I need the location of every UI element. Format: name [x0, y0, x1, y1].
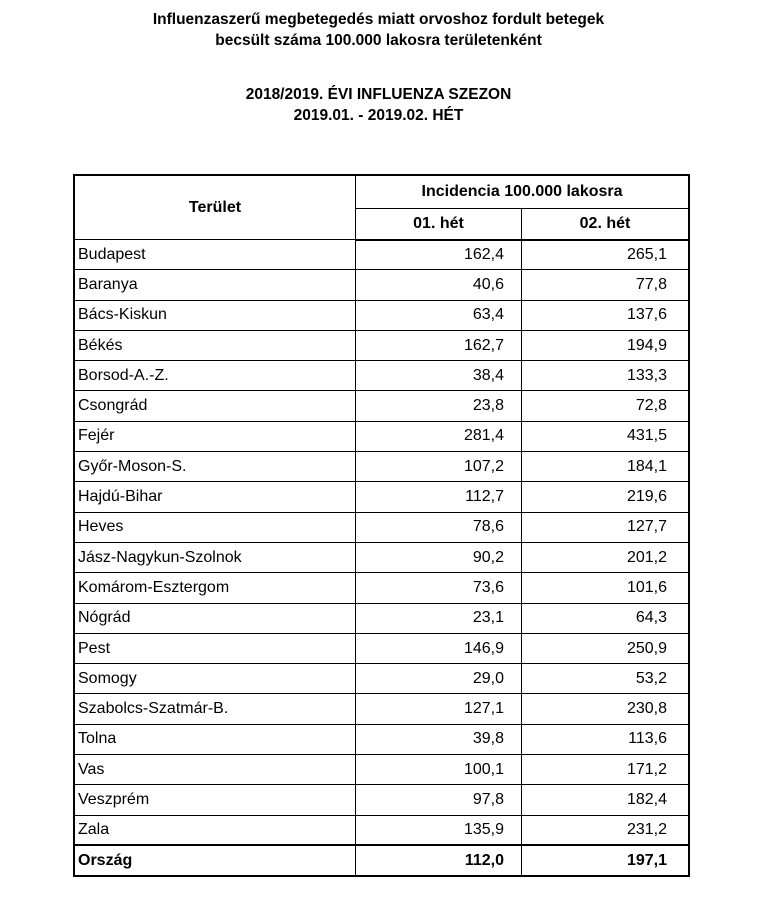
- total-week-1-value: 112,0: [356, 845, 522, 875]
- week-2-value: 230,8: [522, 694, 689, 724]
- table-row: [75, 452, 689, 482]
- week-1-value: 162,4: [356, 240, 522, 270]
- region-name: Nógrád: [75, 603, 356, 633]
- table-row: [75, 270, 689, 300]
- region-name: Komárom-Esztergom: [75, 573, 356, 603]
- week-2-value: 184,1: [522, 452, 689, 482]
- week-2-value: 194,9: [522, 330, 689, 360]
- region-name: Csongrád: [75, 391, 356, 421]
- region-name: Zala: [75, 815, 356, 845]
- week-2-value: 219,6: [522, 482, 689, 512]
- region-name: Békés: [75, 330, 356, 360]
- table-row: [75, 542, 689, 572]
- week-1-value: 63,4: [356, 300, 522, 330]
- region-name: Borsod-A.-Z.: [75, 361, 356, 391]
- table-row: [75, 512, 689, 542]
- week-2-value: 77,8: [522, 270, 689, 300]
- week-1-value: 281,4: [356, 421, 522, 451]
- header-week-1: 01. hét: [356, 209, 522, 240]
- week-2-value: 133,3: [522, 361, 689, 391]
- week-1-value: 90,2: [356, 542, 522, 572]
- table-row: [75, 391, 689, 421]
- region-name: Heves: [75, 512, 356, 542]
- table-row: [75, 330, 689, 360]
- week-1-value: 162,7: [356, 330, 522, 360]
- table-row: [75, 603, 689, 633]
- week-1-value: 127,1: [356, 694, 522, 724]
- table-row: [75, 240, 689, 270]
- week-2-value: 431,5: [522, 421, 689, 451]
- region-name: Baranya: [75, 270, 356, 300]
- table-body: [75, 240, 689, 876]
- week-1-value: 40,6: [356, 270, 522, 300]
- week-1-value: 107,2: [356, 452, 522, 482]
- report-title-line-2: becsült száma 100.000 lakosra területenként: [215, 32, 542, 49]
- region-name: Bács-Kiskun: [75, 300, 356, 330]
- week-1-value: 38,4: [356, 361, 522, 391]
- report-title-line-1: Influenzaszerű megbetegedés miatt orvoshoz fordult betegek: [152, 11, 605, 28]
- week-2-value: 137,6: [522, 300, 689, 330]
- week-2-value: 231,2: [522, 815, 689, 845]
- region-name: Jász-Nagykun-Szolnok: [75, 542, 356, 572]
- week-1-value: 73,6: [356, 573, 522, 603]
- week-1-value: 97,8: [356, 785, 522, 815]
- week-1-value: 146,9: [356, 633, 522, 663]
- week-2-value: 250,9: [522, 633, 689, 663]
- header-region: Terület: [75, 176, 356, 240]
- region-name: Tolna: [75, 724, 356, 754]
- week-1-value: 78,6: [356, 512, 522, 542]
- table-row: [75, 300, 689, 330]
- table-row: [75, 724, 689, 754]
- table-row: [75, 482, 689, 512]
- total-week-2-value: 197,1: [522, 845, 689, 875]
- week-2-value: 64,3: [522, 603, 689, 633]
- week-1-value: 112,7: [356, 482, 522, 512]
- week-2-value: 72,8: [522, 391, 689, 421]
- header-week-2: 02. hét: [522, 209, 689, 240]
- table-row: [75, 815, 689, 845]
- incidence-table: [74, 175, 689, 876]
- table-row: [75, 633, 689, 663]
- week-2-value: 53,2: [522, 664, 689, 694]
- week-1-value: 39,8: [356, 724, 522, 754]
- table-row: [75, 694, 689, 724]
- region-name: Szabolcs-Szatmár-B.: [75, 694, 356, 724]
- week-1-value: 23,8: [356, 391, 522, 421]
- table-row: [75, 664, 689, 694]
- region-name: Hajdú-Bihar: [75, 482, 356, 512]
- week-2-value: 113,6: [522, 724, 689, 754]
- season-heading: [0, 84, 757, 126]
- header-incidence: Incidencia 100.000 lakosra: [356, 176, 689, 209]
- table-row: [75, 573, 689, 603]
- week-2-value: 265,1: [522, 240, 689, 270]
- season-heading-line-2: 2019.01. - 2019.02. HÉT: [293, 107, 464, 124]
- total-region-name: Ország: [75, 845, 356, 875]
- region-name: Budapest: [75, 240, 356, 270]
- table-row: [75, 755, 689, 785]
- week-2-value: 182,4: [522, 785, 689, 815]
- total-row: [75, 845, 689, 875]
- region-name: Vas: [75, 755, 356, 785]
- week-1-value: 29,0: [356, 664, 522, 694]
- week-2-value: 171,2: [522, 755, 689, 785]
- region-name: Pest: [75, 633, 356, 663]
- region-name: Fejér: [75, 421, 356, 451]
- week-1-value: 23,1: [356, 603, 522, 633]
- week-1-value: 100,1: [356, 755, 522, 785]
- report-title: [0, 9, 757, 51]
- table-row: [75, 361, 689, 391]
- table-row: [75, 421, 689, 451]
- week-2-value: 127,7: [522, 512, 689, 542]
- table-row: [75, 785, 689, 815]
- week-2-value: 101,6: [522, 573, 689, 603]
- region-name: Győr-Moson-S.: [75, 452, 356, 482]
- week-1-value: 135,9: [356, 815, 522, 845]
- season-heading-line-1: 2018/2019. ÉVI INFLUENZA SZEZON: [245, 86, 512, 103]
- region-name: Veszprém: [75, 785, 356, 815]
- week-2-value: 201,2: [522, 542, 689, 572]
- region-name: Somogy: [75, 664, 356, 694]
